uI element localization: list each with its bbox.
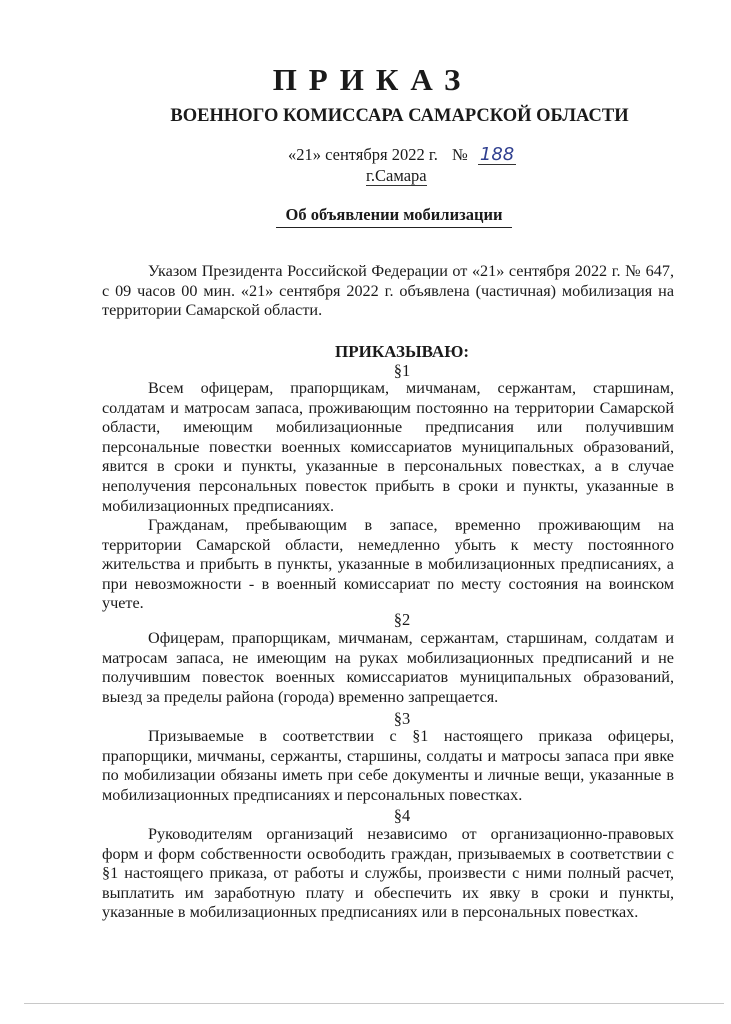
preamble-paragraph: Указом Президента Российской Федерации от «21» сентября 2022 г. № 647, с 09 часов 00 мин. «21» сентября 2022 г. объявлена (частичная) мобилизация на территории Самарской области. <box>102 262 674 320</box>
order-number-label: № <box>452 145 468 164</box>
order-subject: Об объявлении мобилизации <box>276 205 512 228</box>
section-mark-2: §2 <box>393 610 411 629</box>
section-mark-1: §1 <box>393 361 411 380</box>
section-2-paragraph-1: Офицерам, прапорщикам, мичманам, сержантам, старшинам, солдатам и матросам запаса, не имеющим на руках мобилизационных предписаний и не получившим повесток военных комиссариатов муниципальных образований, выезд за пределы района (города) временно запрещается. <box>102 629 674 706</box>
section-4-paragraph-1: Руководителям организаций независимо от организационно-правовых форм и форм собственности освободить граждан, призываемых в соответствии с §1 настоящего приказа, от работы и службы, произвести с ними полный расчет, выплатить им заработную плату и обеспечить их явку в сроки и пункты, указанные в мобилизационных предписаниях или в персональных повестках. <box>102 825 674 922</box>
order-date: «21» сентября 2022 г. <box>288 145 438 164</box>
orders-heading: ПРИКАЗЫВАЮ: <box>334 342 470 361</box>
order-city-text: г.Самара <box>366 166 427 185</box>
section-1-paragraph-1: Всем офицерам, прапорщикам, мичманам, сержантам, старшинам, солдатам и матросам запаса, проживающим постоянно на территории Самарской области, имеющим мобилизационные предписания или получившим персональные повестки военных комиссариатов муниципальных образований, явится в сроки и пункты, указанные в персональных повестках, а в случае неполучения персональных повесток прибыть в сроки и пункты, указанные в мобилизационных предписаниях. <box>102 379 674 515</box>
document-subtitle: ВОЕННОГО КОМИССАРА САМАРСКОЙ ОБЛАСТИ <box>170 106 629 126</box>
order-number-handwritten: 188 <box>479 144 515 165</box>
document-title: ПРИКАЗ <box>272 62 473 97</box>
section-mark-4: §4 <box>393 806 411 825</box>
order-city <box>366 166 427 186</box>
section-mark-3: §3 <box>393 709 411 728</box>
order-date-line <box>288 145 516 165</box>
section-3-paragraph-1: Призываемые в соответствии с §1 настоящего приказа офицеры, прапорщики, мичманы, сержанты, старшины, солдаты и матросы запаса при явке по мобилизации обязаны иметь при себе документы и личные вещи, указанные в мобилизационных предписаниях и персональных повестках. <box>102 727 674 804</box>
page-edge-line <box>24 1003 724 1004</box>
section-1-paragraph-2: Гражданам, пребывающим в запасе, временно проживающим на территории Самарской области, немедленно убыть к месту постоянного жительства и прибыть в пункты, указанные в мобилизационных предписаниях, а при невозможности - в военный комиссариат по месту состояния на воинском учете. <box>102 516 674 613</box>
